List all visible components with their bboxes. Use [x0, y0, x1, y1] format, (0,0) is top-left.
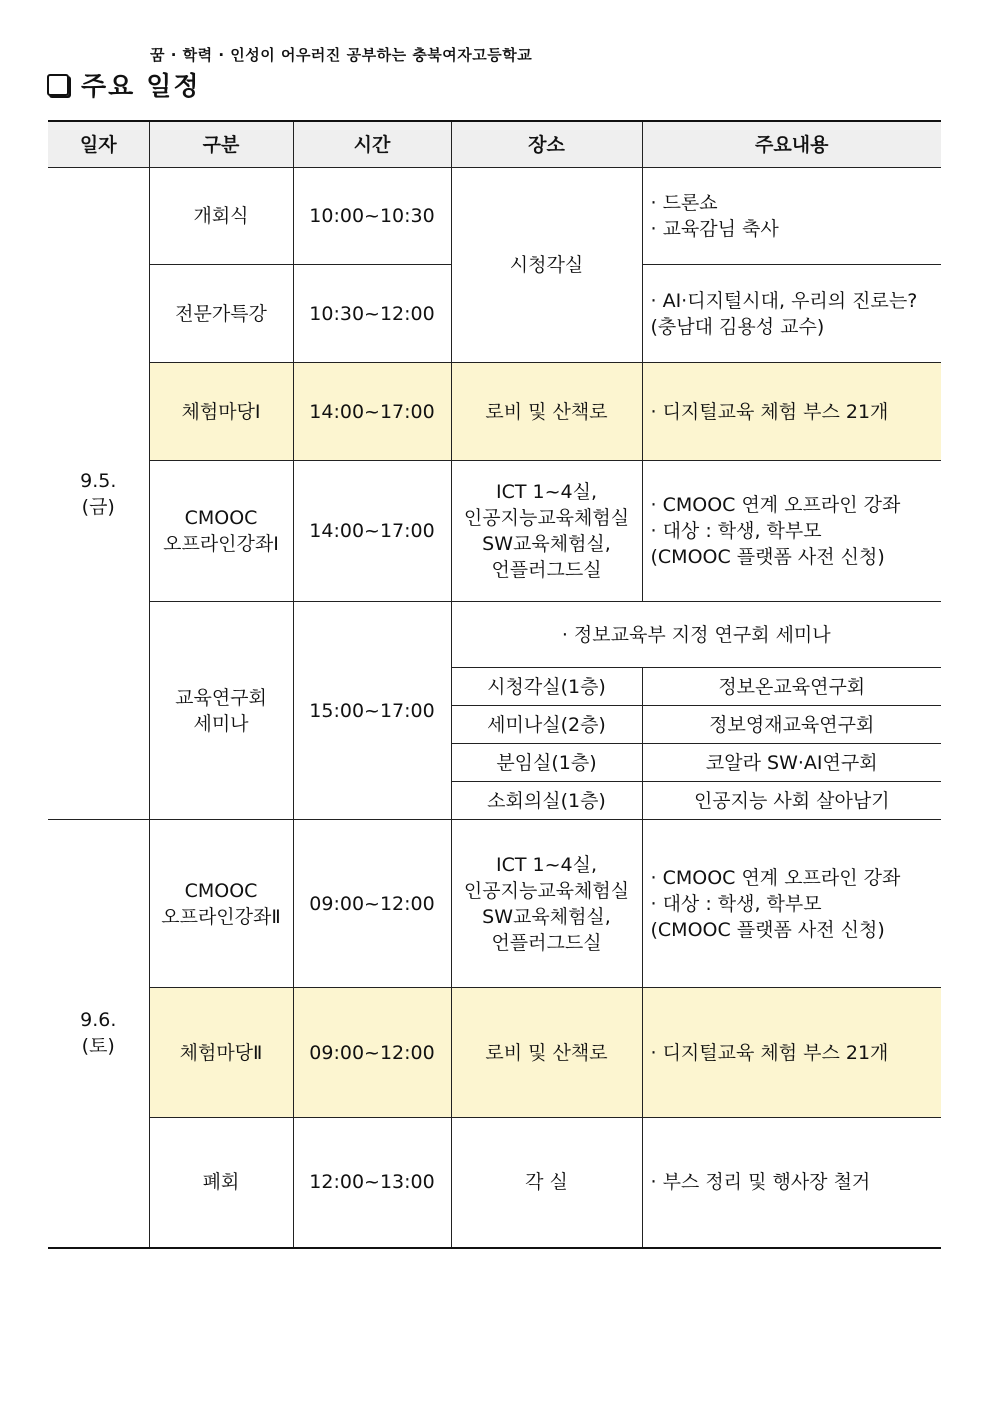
content-cell: · 부스 정리 및 행사장 철거: [642, 1118, 941, 1248]
seminar-group-cell: 인공지능 사회 살아남기: [642, 782, 941, 820]
table-row: [48, 168, 941, 265]
schedule-table: [48, 120, 941, 1249]
date-cell: 9.5. (금): [48, 168, 149, 820]
time-cell: 14:00~17:00: [293, 461, 451, 602]
type-cell: CMOOC 오프라인강좌Ⅱ: [149, 820, 293, 988]
type-cell: 전문가특강: [149, 265, 293, 363]
school-slogan: 꿈 · 학력 · 인성이 어우러진 공부하는 충북여자고등학교: [150, 46, 533, 64]
type-cell: 체험마당Ⅰ: [149, 363, 293, 461]
date-cell: 9.6. (토): [48, 820, 149, 1248]
content-cell: · CMOOC 연계 오프라인 강좌 · 대상 : 학생, 학부모 (CMOOC 플랫폼 사전 신청): [642, 820, 941, 988]
seminar-group-cell: 코알라 SW·AI연구회: [642, 744, 941, 782]
seminar-group-cell: 정보온교육연구회: [642, 668, 941, 706]
place-cell: 로비 및 산책로: [451, 988, 642, 1118]
header-date: 일자: [48, 121, 149, 168]
checkbox-icon: [47, 74, 69, 96]
header-time: 시간: [293, 121, 451, 168]
table-row: [48, 461, 941, 602]
time-cell: 10:30~12:00: [293, 265, 451, 363]
seminar-title-cell: · 정보교육부 지정 연구회 세미나: [451, 602, 941, 668]
table-row: [48, 602, 941, 668]
table-row: [48, 820, 941, 988]
content-cell: · 디지털교육 체험 부스 21개: [642, 988, 941, 1118]
place-cell: ICT 1~4실, 인공지능교육체험실 SW교육체험실, 언플러그드실: [451, 820, 642, 988]
seminar-place-cell: 시청각실(1층): [451, 668, 642, 706]
place-cell: 로비 및 산책로: [451, 363, 642, 461]
table-header-row: [48, 121, 941, 168]
content-cell: · CMOOC 연계 오프라인 강좌 · 대상 : 학생, 학부모 (CMOOC 플랫폼 사전 신청): [642, 461, 941, 602]
time-cell: 09:00~12:00: [293, 988, 451, 1118]
content-cell: · 디지털교육 체험 부스 21개: [642, 363, 941, 461]
type-cell: 폐회: [149, 1118, 293, 1248]
section-title: 주요 일정: [81, 72, 201, 102]
header-place: 장소: [451, 121, 642, 168]
place-cell: 시청각실: [451, 168, 642, 363]
content-cell: · 드론쇼 · 교육감님 축사: [642, 168, 941, 265]
table-row: [48, 1118, 941, 1248]
time-cell: 14:00~17:00: [293, 363, 451, 461]
seminar-place-cell: 소회의실(1층): [451, 782, 642, 820]
time-cell: 12:00~13:00: [293, 1118, 451, 1248]
time-cell: 10:00~10:30: [293, 168, 451, 265]
seminar-place-cell: 세미나실(2층): [451, 706, 642, 744]
header-type: 구분: [149, 121, 293, 168]
section-heading: [47, 66, 201, 103]
time-cell: 09:00~12:00: [293, 820, 451, 988]
header-content: 주요내용: [642, 121, 941, 168]
place-cell: ICT 1~4실, 인공지능교육체험실 SW교육체험실, 언플러그드실: [451, 461, 642, 602]
time-cell: 15:00~17:00: [293, 602, 451, 820]
type-cell: 개회식: [149, 168, 293, 265]
place-cell: 각 실: [451, 1118, 642, 1248]
type-cell: CMOOC 오프라인강좌Ⅰ: [149, 461, 293, 602]
seminar-group-cell: 정보영재교육연구회: [642, 706, 941, 744]
table-row-highlight: [48, 363, 941, 461]
seminar-place-cell: 분임실(1층): [451, 744, 642, 782]
type-cell: 체험마당Ⅱ: [149, 988, 293, 1118]
content-cell: · AI·디지털시대, 우리의 진로는? (충남대 김용성 교수): [642, 265, 941, 363]
type-cell: 교육연구회 세미나: [149, 602, 293, 820]
table-row-highlight: [48, 988, 941, 1118]
